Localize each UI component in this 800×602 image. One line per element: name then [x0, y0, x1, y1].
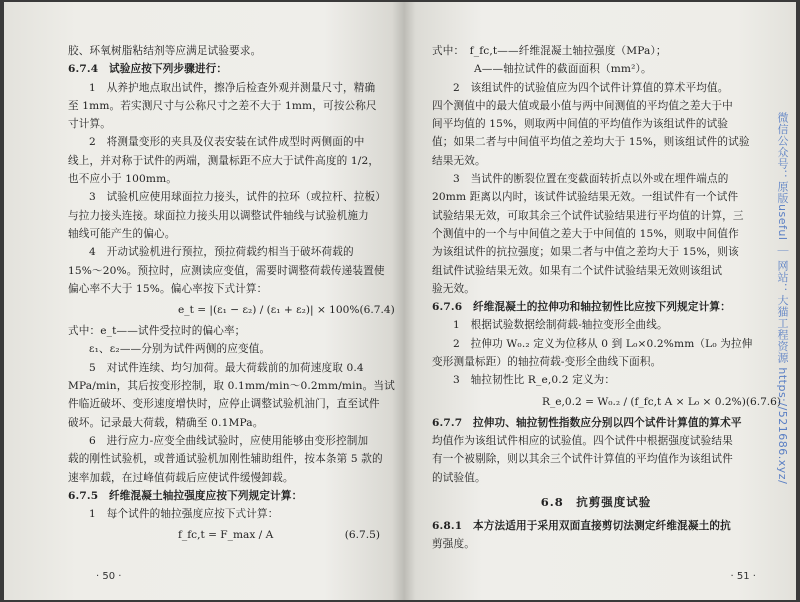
page-number: · 50 · [96, 571, 122, 582]
text-line: 变形测量标距）的轴拉荷载-变形全曲线下面积。 [432, 356, 662, 369]
text-line: 6.7.7 拉伸功、轴拉韧性指数应分别以四个试件计算值的算术平 [432, 416, 742, 429]
text-line: 速率加载，在过峰值荷载后应使试件缓慢卸载。 [68, 471, 294, 484]
page-number: · 51 · [730, 571, 756, 582]
text-line: 试验结果无效，可取其余三个试件试验结果进行平均值的计算，三 [432, 209, 744, 222]
right-text-block-2 [432, 414, 760, 487]
text-line: 均值作为该组试件相应的试验值。四个试件中根据强度试验结果 [432, 434, 733, 447]
text-line: 6 进行应力-应变全曲线试验时，应使用能够由变形控制加 [89, 434, 369, 447]
text-line: 6.7.5 纤维混凝土轴拉强度应按下列规定计算： [68, 489, 303, 502]
text-line: MPa/min，其后按变形控制，取 0.1mm/min～0.2mm/min。当试 [68, 380, 395, 393]
text-line: 轴线可能产生的偏心。 [68, 227, 176, 240]
text-line: 有一个被剔除，则以其余三个试件计算值的平均值作为该组试件 [432, 453, 733, 466]
text-line: 15%～20%。预拉时，应测读应变值，需要时调整荷载传递装置使 [68, 264, 385, 277]
formula-number: (6.7.4) [359, 304, 395, 317]
text-line: 5 对试件连续、均匀加荷。最大荷载前的加荷速度取 0.4 [89, 361, 364, 374]
text-line: 剪强度。 [432, 538, 475, 551]
text-line: 载的刚性试验机，或普通试验机加刚性辅助组件，按本条第 5 款的 [68, 453, 383, 466]
text-line: ε₁、ε₂——分别为试件两侧的应变值。 [89, 343, 271, 356]
watermark-text: 微信公众号：原版useful ｜ 网站：大猫工程资源 https://521686.xyz/ [776, 112, 789, 485]
text-line: 的试验值。 [432, 471, 486, 484]
text-line: 1 根据试验数据绘制荷载-轴拉变形全曲线。 [453, 319, 668, 332]
text-line: 至 1mm。若实测尺寸与公称尺寸之差不大于 1mm，可按公称尺 [68, 99, 377, 112]
left-text-block-2 [68, 322, 395, 523]
text-line: 6.8.1 本方法适用于采用双面直接剪切法测定纤维混凝土的抗 [432, 519, 731, 532]
text-line: 值；如果二者与中间值平均值之差均大于 15%，则该组试件的试验 [432, 136, 750, 149]
text-line: 2 将测量变形的夹具及仪表安装在试件成型时两侧面的中 [89, 136, 365, 149]
text-line: 胶、环氧树脂粘结剂等应满足试验要求。 [68, 45, 262, 57]
left-text-block [68, 42, 386, 298]
text-line: 四个测值中的最大值或最小值与两中间测值的平均值之差大于中 [432, 99, 733, 112]
formula-expression: R_e,0.2 = W₀.₂ / (f_fc,t A × L₀ × 0.2%) [542, 395, 746, 408]
formula-number: (6.7.6) [745, 395, 782, 408]
text-line: 也不应小于 100mm。 [68, 173, 178, 186]
text-line: 3 当试件的断裂位置在变截面转折点以外或在埋件端点的 [453, 173, 729, 186]
section-title: 6.8 抗剪强度试验 [540, 494, 652, 509]
right-text-block [432, 42, 760, 390]
right-text-block-3 [432, 517, 760, 554]
formula-expression: f_fc,t = F_max / A [178, 529, 274, 542]
text-line: 2 拉伸功 W₀.₂ 定义为位移从 0 到 L₀×0.2%mm（L₀ 为拉伸 [453, 337, 753, 350]
text-line: 2 该组试件的试验值应为四个试件计算值的算术平均值。 [453, 81, 729, 94]
text-line: 式中：e_t——试件受拉时的偏心率； [68, 325, 246, 338]
text-line: 线上，并对称于试件的两端，测量标距不应大于试件高度的 1/2， [68, 154, 380, 167]
text-line: 与拉力接头连接。球面拉力接头用以调整试件轴线与试验机施力 [68, 209, 369, 222]
text-line: 组试件试验结果无效。如果有二个试件试验结果无效则该组试 [432, 264, 723, 277]
text-line: 6.7.4 试验应按下列步骤进行： [68, 63, 228, 76]
text-line: 20mm 距离以内时，该试件试验结果无效。一组试件有一个试件 [432, 191, 739, 204]
text-line: 1 每个试件的轴拉强度应按下式计算： [89, 508, 279, 521]
formula-expression: e_t = |(ε₁ − ε₂) / (ε₁ + ε₂)| × 100% [178, 304, 360, 317]
text-line: 为该组试件的抗拉强度；如果二者与中值之差均大于 15%，则该 [432, 246, 739, 259]
text-line: 偏心率不大于 15%。偏心率按下式计算： [68, 282, 268, 295]
left-page [4, 2, 404, 600]
text-line: 式中： f_fc,t——纤维混凝土轴拉强度（MPa）； [432, 45, 667, 57]
formula-number: (6.7.5) [344, 529, 380, 542]
text-line: 破坏。记录最大荷载，精确至 0.1MPa。 [68, 416, 264, 429]
right-page [404, 2, 796, 600]
text-line: 3 试验机应使用球面拉力接头，试件的拉环（或拉杆、拉板） [89, 191, 386, 204]
formula-6-7-4 [68, 298, 395, 322]
text-line: 6.7.6 纤维混凝土的拉伸功和轴拉韧性比应按下列规定计算： [432, 301, 731, 314]
text-line: 3 轴拉韧性比 R_e,0.2 定义为： [453, 374, 616, 387]
text-line: 个测值中的一个与中间值之差大于中间值的 15%，则取中间值作 [432, 227, 739, 240]
book-spread [4, 2, 796, 600]
formula-6-7-5 [68, 523, 386, 547]
text-line: 结果无效。 [432, 154, 486, 167]
text-line: 件临近破坏、变形速度增快时，应停止调整试验机油门，直至试件 [68, 398, 380, 411]
text-line: 寸计算。 [68, 118, 111, 131]
text-line: 间平均值的 15%，则取两中间值的平均值作为该组试件的试验 [432, 118, 729, 131]
text-line: 4 开动试验机进行预拉，预拉荷载约相当于破坏荷载的 [89, 246, 354, 259]
text-line: A——轴拉试件的截面面积（mm²）。 [474, 63, 652, 76]
text-line: 验无效。 [432, 282, 475, 295]
formula-6-7-6 [432, 390, 782, 414]
text-line: 1 从养护地点取出试件，擦净后检查外观并测量尺寸，精确 [89, 81, 376, 94]
